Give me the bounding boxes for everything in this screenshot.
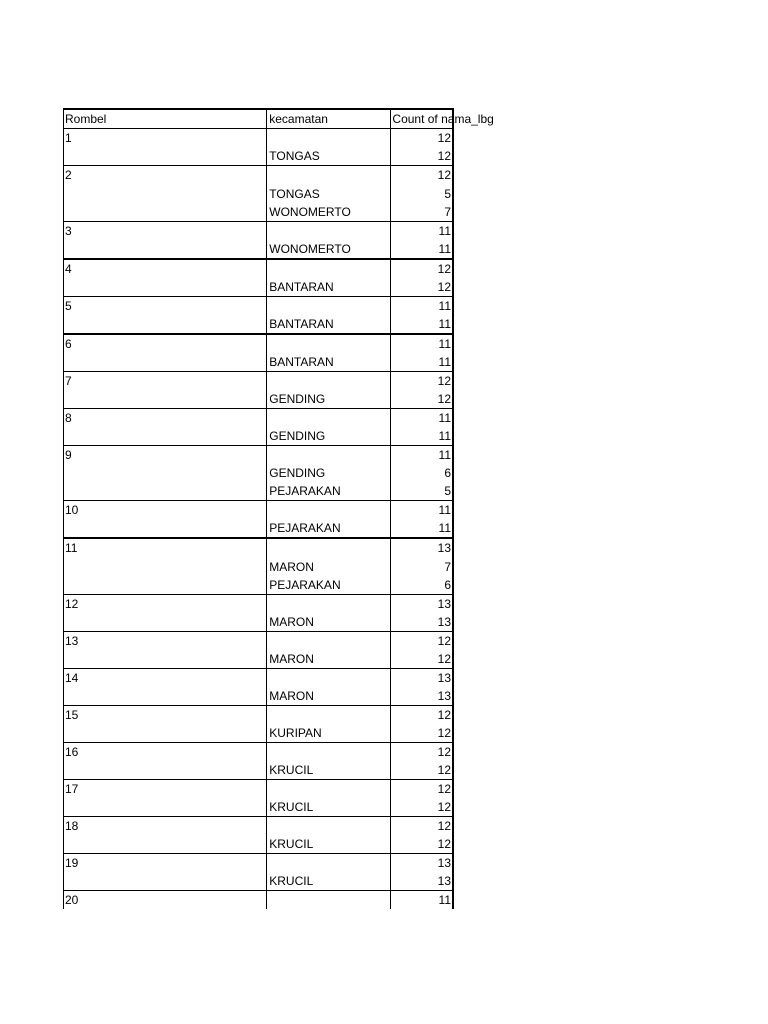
group-total-row	[64, 594, 454, 613]
kecamatan-cell: PEJARAKAN	[267, 519, 391, 538]
kecamatan-cell-empty	[267, 631, 391, 650]
rombel-cell: 19	[64, 853, 267, 872]
kecamatan-cell: TONGAS	[267, 147, 391, 166]
count-cell: 13	[391, 687, 453, 706]
header-row	[64, 109, 454, 129]
count-cell: 12	[391, 835, 453, 854]
kecamatan-cell: BANTARAN	[267, 278, 391, 297]
rombel-cell: 7	[64, 371, 267, 390]
kecamatan-cell-empty	[267, 501, 391, 520]
count-cell: 13	[391, 872, 453, 891]
kecamatan-cell-empty	[267, 779, 391, 798]
group-total-row	[64, 129, 454, 148]
kecamatan-cell: WONOMERTO	[267, 240, 391, 259]
group-total-cell: 11	[391, 221, 453, 240]
group-total-row	[64, 668, 454, 687]
rombel-cell-empty	[64, 872, 267, 891]
group-total-row	[64, 501, 454, 520]
detail-row	[64, 687, 454, 706]
group-total-row	[64, 853, 454, 872]
rombel-cell-empty	[64, 427, 267, 446]
kecamatan-cell: BANTARAN	[267, 315, 391, 334]
group-total-cell: 13	[391, 668, 453, 687]
group-total-cell: 12	[391, 742, 453, 761]
detail-row	[64, 240, 454, 259]
rombel-cell: 8	[64, 408, 267, 427]
count-cell: 12	[391, 761, 453, 780]
group-total-row	[64, 371, 454, 390]
count-cell: 12	[391, 798, 453, 817]
kecamatan-cell: GENDING	[267, 427, 391, 446]
rombel-cell: 13	[64, 631, 267, 650]
group-total-row	[64, 408, 454, 427]
count-cell: 13	[391, 613, 453, 632]
rombel-cell-empty	[64, 835, 267, 854]
rombel-cell: 10	[64, 501, 267, 520]
kecamatan-cell: KRUCIL	[267, 835, 391, 854]
detail-row	[64, 427, 454, 446]
count-cell: 6	[391, 464, 453, 483]
group-total-row	[64, 742, 454, 761]
group-total-cell: 11	[391, 408, 453, 427]
kecamatan-cell-empty	[267, 408, 391, 427]
detail-row	[64, 353, 454, 372]
header-rombel: Rombel	[64, 109, 267, 129]
rombel-cell: 1	[64, 129, 267, 148]
count-cell: 12	[391, 724, 453, 743]
detail-row	[64, 798, 454, 817]
group-total-cell: 12	[391, 705, 453, 724]
rombel-cell: 20	[64, 890, 267, 909]
group-total-row	[64, 890, 454, 909]
rombel-cell: 12	[64, 594, 267, 613]
rombel-cell: 15	[64, 705, 267, 724]
kecamatan-cell-empty	[267, 594, 391, 613]
kecamatan-cell-empty	[267, 705, 391, 724]
group-total-row	[64, 779, 454, 798]
group-total-row	[64, 538, 454, 557]
detail-row	[64, 184, 454, 203]
kecamatan-cell: MARON	[267, 613, 391, 632]
group-total-cell: 12	[391, 371, 453, 390]
detail-row	[64, 576, 454, 595]
detail-row	[64, 519, 454, 538]
kecamatan-cell: GENDING	[267, 464, 391, 483]
pivot-table	[63, 108, 494, 909]
group-total-cell: 11	[391, 890, 453, 909]
group-total-cell: 12	[391, 129, 453, 148]
kecamatan-cell: MARON	[267, 557, 391, 576]
kecamatan-cell: MARON	[267, 687, 391, 706]
detail-row	[64, 724, 454, 743]
rombel-cell-empty	[64, 464, 267, 483]
kecamatan-cell-empty	[267, 166, 391, 185]
kecamatan-cell: TONGAS	[267, 184, 391, 203]
kecamatan-cell-empty	[267, 742, 391, 761]
kecamatan-cell-empty	[267, 445, 391, 464]
detail-row	[64, 315, 454, 334]
rombel-cell: 6	[64, 334, 267, 353]
rombel-cell: 14	[64, 668, 267, 687]
kecamatan-cell: MARON	[267, 650, 391, 669]
group-total-cell: 13	[391, 853, 453, 872]
detail-row	[64, 464, 454, 483]
group-total-row	[64, 445, 454, 464]
group-total-row	[64, 816, 454, 835]
kecamatan-cell-empty	[267, 853, 391, 872]
rombel-cell-empty	[64, 798, 267, 817]
rombel-cell-empty	[64, 390, 267, 409]
group-total-row	[64, 334, 454, 353]
rombel-cell-empty	[64, 650, 267, 669]
group-total-cell: 11	[391, 296, 453, 315]
kecamatan-cell-empty	[267, 296, 391, 315]
count-cell: 6	[391, 576, 453, 595]
count-cell: 11	[391, 353, 453, 372]
detail-row	[64, 872, 454, 891]
rombel-cell-empty	[64, 147, 267, 166]
count-cell: 5	[391, 184, 453, 203]
kecamatan-cell: PEJARAKAN	[267, 576, 391, 595]
detail-row	[64, 147, 454, 166]
group-total-cell: 12	[391, 631, 453, 650]
group-total-row	[64, 296, 454, 315]
detail-row	[64, 482, 454, 501]
group-total-cell: 11	[391, 445, 453, 464]
rombel-cell: 16	[64, 742, 267, 761]
pivot-table-body	[64, 109, 494, 909]
group-total-cell: 12	[391, 779, 453, 798]
rombel-cell: 2	[64, 166, 267, 185]
detail-row	[64, 650, 454, 669]
kecamatan-cell: KRUCIL	[267, 761, 391, 780]
group-total-row	[64, 166, 454, 185]
kecamatan-cell-empty	[267, 259, 391, 278]
rombel-cell-empty	[64, 557, 267, 576]
group-total-cell: 13	[391, 594, 453, 613]
group-total-cell: 12	[391, 259, 453, 278]
rombel-cell: 5	[64, 296, 267, 315]
kecamatan-cell-empty	[267, 890, 391, 909]
rombel-cell: 3	[64, 221, 267, 240]
rombel-cell-empty	[64, 278, 267, 297]
rombel-cell: 17	[64, 779, 267, 798]
count-cell: 7	[391, 557, 453, 576]
rombel-cell-empty	[64, 519, 267, 538]
rombel-cell-empty	[64, 353, 267, 372]
group-total-row	[64, 221, 454, 240]
kecamatan-cell: PEJARAKAN	[267, 482, 391, 501]
count-cell: 12	[391, 390, 453, 409]
detail-row	[64, 390, 454, 409]
rombel-cell-empty	[64, 240, 267, 259]
group-total-row	[64, 259, 454, 278]
count-cell: 7	[391, 203, 453, 222]
header-kecamatan: kecamatan	[267, 109, 391, 129]
rombel-cell-empty	[64, 203, 267, 222]
rombel-cell-empty	[64, 315, 267, 334]
kecamatan-cell: BANTARAN	[267, 353, 391, 372]
rombel-cell-empty	[64, 687, 267, 706]
detail-row	[64, 557, 454, 576]
rombel-cell-empty	[64, 184, 267, 203]
kecamatan-cell-empty	[267, 668, 391, 687]
group-total-row	[64, 631, 454, 650]
kecamatan-cell-empty	[267, 371, 391, 390]
count-cell: 11	[391, 240, 453, 259]
kecamatan-cell: WONOMERTO	[267, 203, 391, 222]
group-total-cell: 11	[391, 334, 453, 353]
kecamatan-cell: KRUCIL	[267, 872, 391, 891]
rombel-cell: 4	[64, 259, 267, 278]
kecamatan-cell: GENDING	[267, 390, 391, 409]
kecamatan-cell-empty	[267, 538, 391, 557]
kecamatan-cell-empty	[267, 334, 391, 353]
detail-row	[64, 761, 454, 780]
group-total-row	[64, 705, 454, 724]
group-total-cell: 12	[391, 166, 453, 185]
detail-row	[64, 835, 454, 854]
count-cell: 11	[391, 427, 453, 446]
rombel-cell-empty	[64, 724, 267, 743]
kecamatan-cell-empty	[267, 816, 391, 835]
header-count-label: Count of nama_lbg	[392, 112, 494, 126]
kecamatan-cell-empty	[267, 129, 391, 148]
count-cell: 12	[391, 278, 453, 297]
rombel-cell: 11	[64, 538, 267, 557]
rombel-cell: 18	[64, 816, 267, 835]
kecamatan-cell-empty	[267, 221, 391, 240]
header-count	[391, 109, 494, 129]
group-total-cell: 12	[391, 816, 453, 835]
rombel-cell-empty	[64, 761, 267, 780]
count-cell: 12	[391, 147, 453, 166]
rombel-cell: 9	[64, 445, 267, 464]
group-total-cell: 13	[391, 538, 453, 557]
count-cell: 11	[391, 519, 453, 538]
kecamatan-cell: KURIPAN	[267, 724, 391, 743]
kecamatan-cell: KRUCIL	[267, 798, 391, 817]
count-cell: 5	[391, 482, 453, 501]
detail-row	[64, 203, 454, 222]
rombel-cell-empty	[64, 482, 267, 501]
count-cell: 12	[391, 650, 453, 669]
group-total-cell: 11	[391, 501, 453, 520]
detail-row	[64, 278, 454, 297]
rombel-cell-empty	[64, 576, 267, 595]
rombel-cell-empty	[64, 613, 267, 632]
count-cell: 11	[391, 315, 453, 334]
detail-row	[64, 613, 454, 632]
